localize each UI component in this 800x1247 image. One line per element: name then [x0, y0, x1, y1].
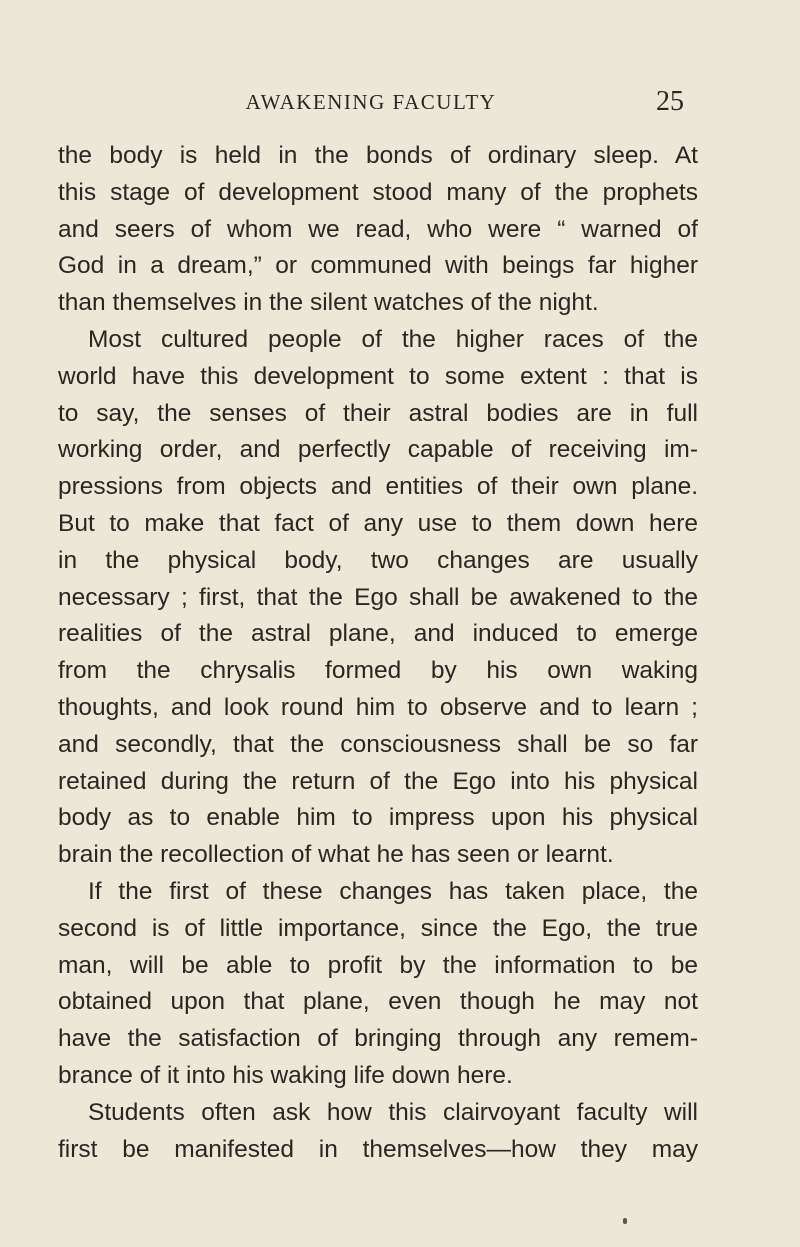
text-line: body as to enable him to impress upon his physical [58, 804, 698, 832]
text-line: Students often ask how this clairvoyant faculty will [88, 1098, 698, 1126]
text-line: obtained upon that plane, even though he may not [58, 988, 698, 1016]
text-line: God in a dream,” or communed with beings far higher [58, 252, 698, 280]
text-line: pressions from objects and entities of their own plane. [58, 473, 698, 501]
text-line: man, will be able to profit by the information to be [58, 951, 698, 979]
text-line: from the chrysalis formed by his own waking [58, 657, 698, 685]
text-line: the body is held in the bonds of ordinary sleep. At [58, 142, 698, 169]
page-number: 25 [656, 86, 684, 117]
text-line: retained during the return of the Ego into his physical [58, 767, 698, 795]
text-line: world have this development to some extent : that is [58, 362, 698, 390]
text-line: necessary ; first, that the Ego shall be awakened to the [58, 583, 698, 611]
text-line: and seers of whom we read, who were “ warned of [58, 215, 698, 243]
text-line: to say, the senses of their astral bodies are in full [58, 399, 698, 427]
text-line: have the satisfaction of bringing through any remem- [58, 1025, 698, 1053]
text-line: and secondly, that the consciousness shall be so far [58, 730, 698, 758]
text-line: brance of it into his waking life down here. [58, 1061, 513, 1089]
text-line: working order, and perfectly capable of receiving im- [58, 436, 698, 464]
text-line: brain the recollection of what he has seen or learnt. [58, 841, 614, 869]
text-line: Most cultured people of the higher races of the [88, 325, 698, 353]
running-head [58, 86, 684, 122]
text-line: first be manifested in themselves—how they may [58, 1135, 698, 1163]
text-line: If the first of these changes has taken place, the [88, 877, 698, 905]
print-speck [623, 1218, 627, 1224]
text-line: thoughts, and look round him to observe and to learn ; [58, 693, 698, 721]
text-line: this stage of development stood many of the prophets [58, 178, 698, 206]
body-text [58, 138, 698, 1168]
text-line: in the physical body, two changes are usually [58, 546, 698, 574]
text-line: second is of little importance, since the Ego, the true [58, 914, 698, 942]
text-line: But to make that fact of any use to them down here [58, 509, 698, 537]
chapter-title: AWAKENING FACULTY [245, 90, 497, 114]
text-line: realities of the astral plane, and induced to emerge [58, 620, 698, 648]
text-line: than themselves in the silent watches of the night. [58, 289, 599, 317]
